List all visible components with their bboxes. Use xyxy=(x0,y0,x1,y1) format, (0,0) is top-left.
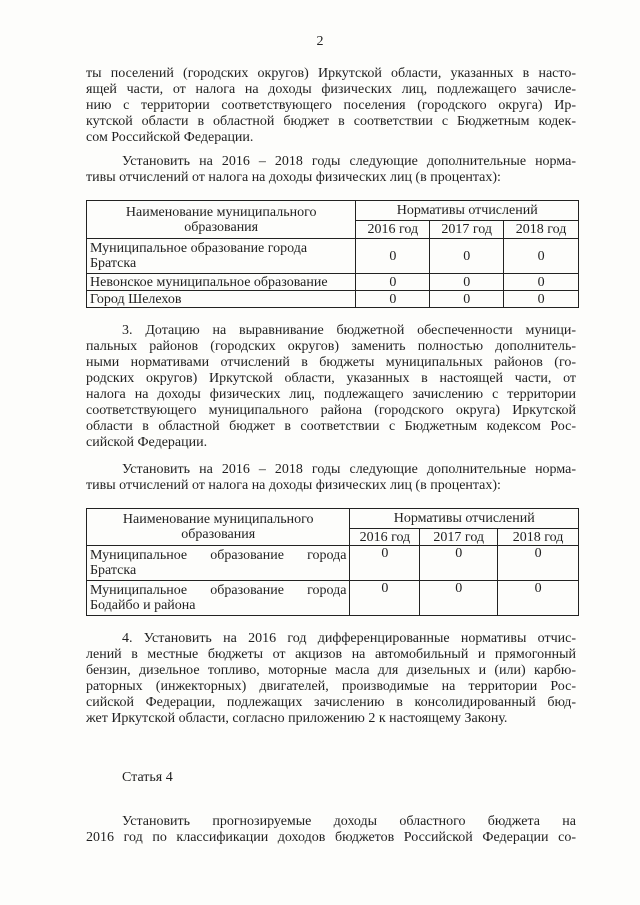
table-header-year: 2018 год xyxy=(504,221,579,239)
table-cell-value: 0 xyxy=(356,291,430,308)
paragraph-2 xyxy=(86,154,576,186)
table-cell-value: 0 xyxy=(498,546,579,581)
table-cell-value: 0 xyxy=(430,291,504,308)
paragraph-6 xyxy=(86,814,576,846)
table-cell-value: 0 xyxy=(430,239,504,274)
table-header-year: 2018 год xyxy=(498,529,579,546)
table-cell-name: Муниципальное образование города Бодайбо и района xyxy=(87,581,350,616)
table-row xyxy=(87,581,579,616)
paragraph-line: 4. Установить на 2016 год дифференцированные нормативы отчис- xyxy=(122,631,576,646)
paragraph-line: бензин, дизельное топливо, моторные масла для дизельных и (или) карбю- xyxy=(86,663,576,678)
table-header-group: Нормативы отчислений xyxy=(350,509,579,529)
table-row xyxy=(87,291,579,308)
paragraph-line: лений в местные бюджеты от акцизов на автомобильный и прямогонный xyxy=(86,647,576,662)
paragraph-line: ящей части, от налога на доходы физических лиц, подлежащего зачисле- xyxy=(86,82,576,97)
table-cell-value: 0 xyxy=(350,581,420,616)
table-1 xyxy=(86,200,579,308)
table-cell-value: 0 xyxy=(430,274,504,291)
table-row xyxy=(87,546,579,581)
paragraph-line: сийской Федерации. xyxy=(86,435,208,450)
paragraph-line: 3. Дотацию на выравнивание бюджетной обеспеченности муници- xyxy=(122,323,576,338)
paragraph-line: тивы отчислений от налога на доходы физических лиц (в процентах): xyxy=(86,478,501,493)
table-cell-value: 0 xyxy=(498,581,579,616)
paragraph-line: тивы отчислений от налога на доходы физических лиц (в процентах): xyxy=(86,170,501,185)
paragraph-line: Установить прогнозируемые доходы областного бюджета на xyxy=(122,814,576,829)
paragraph-line: кутской области в областной бюджет в соответствии с Бюджетным кодек- xyxy=(86,114,576,129)
table-cell-name: Город Шелехов xyxy=(87,291,356,308)
paragraph-line: соответствующего муниципального района (городского округа) Иркутской xyxy=(86,403,576,418)
paragraph-4 xyxy=(86,462,576,494)
table-cell-value: 0 xyxy=(350,546,420,581)
paragraph-line: Установить на 2016 – 2018 годы следующие дополнительные норма- xyxy=(122,154,576,169)
table-header-group: Нормативы отчислений xyxy=(356,201,579,221)
table-row xyxy=(87,274,579,291)
table-cell-value: 0 xyxy=(504,274,579,291)
table-cell-value: 0 xyxy=(420,581,498,616)
table-cell-name: Муниципальное образование города Братска xyxy=(87,546,350,581)
paragraph-line: раторных (инжекторных) двигателей, производимые на территории Рос- xyxy=(86,679,576,694)
table-header-year: 2017 год xyxy=(420,529,498,546)
page-number: 2 xyxy=(316,34,324,49)
paragraph-1 xyxy=(86,66,576,146)
paragraph-line: 2016 год по классификации доходов бюджетов Российской Федерации со- xyxy=(86,830,576,845)
table-header-name: Наименование муниципального образования xyxy=(87,509,350,546)
paragraph-5 xyxy=(86,631,576,727)
paragraph-line: области в областной бюджет в соответствии с Бюджетным кодексом Рос- xyxy=(86,419,576,434)
article-heading: Статья 4 xyxy=(122,770,173,785)
paragraph-line: жет Иркутской области, согласно приложению 2 к настоящему Закону. xyxy=(86,711,508,726)
table-cell-value: 0 xyxy=(420,546,498,581)
table-cell-value: 0 xyxy=(356,239,430,274)
table-header-name: Наименование муниципального образования xyxy=(87,201,356,239)
table-2 xyxy=(86,508,579,616)
table-header-year: 2016 год xyxy=(356,221,430,239)
paragraph-line: сом Российской Федерации. xyxy=(86,130,254,145)
table-header-year: 2016 год xyxy=(350,529,420,546)
table-row xyxy=(87,239,579,274)
paragraph-line: ными нормативами отчислений в бюджеты муниципальных районов (го- xyxy=(86,355,576,370)
paragraph-line: налога на доходы физических лиц, подлежащего зачислению с территории xyxy=(86,387,576,402)
table-cell-value: 0 xyxy=(356,274,430,291)
table-cell-value: 0 xyxy=(504,291,579,308)
paragraph-line: сийской Федерации, подлежащих зачислению в консолидированный бюд- xyxy=(86,695,576,710)
table-cell-name: Муниципальное образование города Братска xyxy=(87,239,356,274)
paragraph-3 xyxy=(86,323,576,451)
table-cell-value: 0 xyxy=(504,239,579,274)
paragraph-line: пальных районов (городских округов) заменить полностью дополнитель- xyxy=(86,339,576,354)
paragraph-line: Установить на 2016 – 2018 годы следующие дополнительные норма- xyxy=(122,462,576,477)
table-header-year: 2017 год xyxy=(430,221,504,239)
paragraph-line: ты поселений (городских округов) Иркутской области, указанных в насто- xyxy=(86,66,576,81)
paragraph-line: родских округов) Иркутской области, указанных в настоящей части, от xyxy=(86,371,576,386)
paragraph-line: нию с территории соответствующего поселения (городского округа) Ир- xyxy=(86,98,576,113)
table-cell-name: Невонское муниципальное образование xyxy=(87,274,356,291)
